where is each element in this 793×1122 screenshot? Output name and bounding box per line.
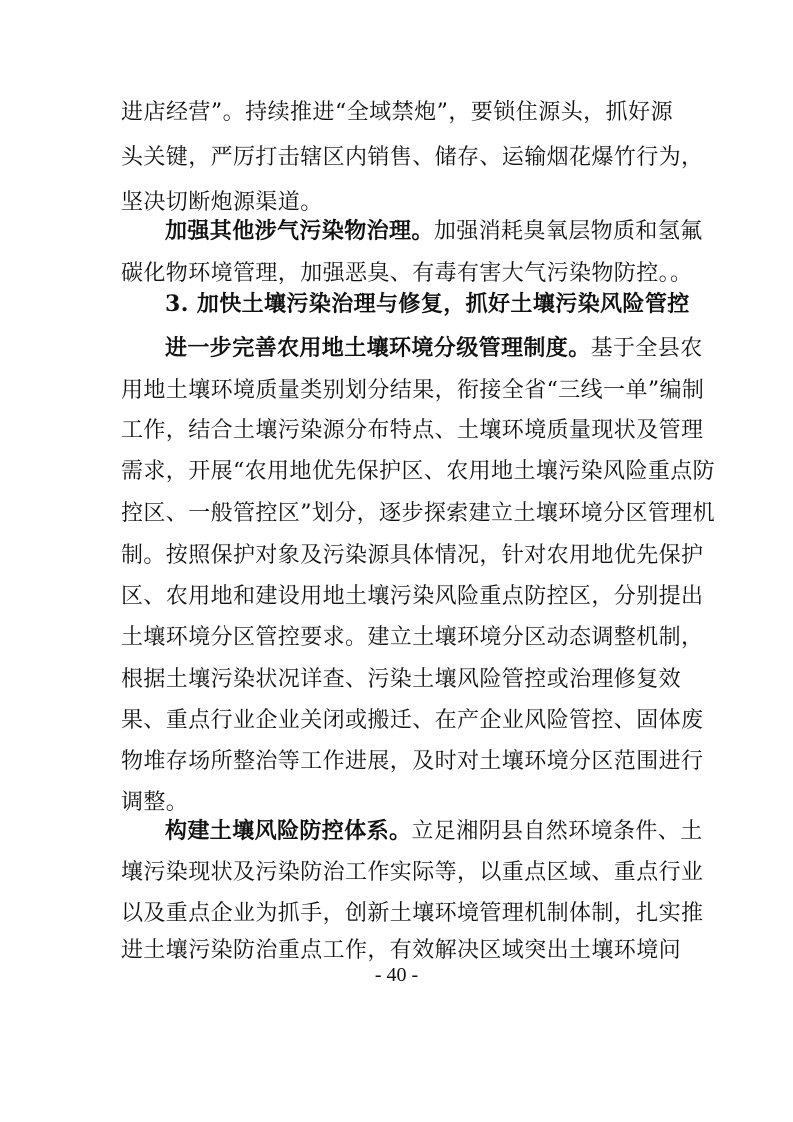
body-text-line <box>121 451 716 491</box>
line-text: 制。按照保护对象及污染源具体情况，针对农用地优先保护 <box>121 543 704 568</box>
paragraph-lead: 加强其他涉气污染物治理。 <box>165 218 434 244</box>
line-text: 以及重点企业为抓手，创新土壤环境管理机制体制，扎实推 <box>121 901 704 926</box>
body-text-line <box>165 328 703 368</box>
line-text: 基于全县农 <box>590 336 703 361</box>
line-text: 进店经营”。持续推进“全域禁炮”，要锁住源头，抓好源 <box>121 100 673 125</box>
line-text: 壤污染现状及污染防治工作实际等，以重点区域、重点行业 <box>121 860 704 885</box>
body-text-line <box>121 535 704 575</box>
section-heading <box>165 284 690 324</box>
body-text-line <box>121 617 704 657</box>
line-text: 需求，开展“农用地优先保护区、农用地土壤污染风险重点防 <box>121 459 716 484</box>
line-text: 坚决切断炮源渠道。 <box>121 190 323 215</box>
body-text-line <box>121 852 704 892</box>
page-number: - 40 - <box>374 964 419 986</box>
body-text-line <box>121 700 704 740</box>
line-text: 物堆存场所整治等工作进展，及时对土壤环境分区范围进行 <box>121 749 704 774</box>
line-text: 用地土壤环境质量类别划分结果，衔接全省“三线一单”编制 <box>121 378 705 403</box>
section-heading-text: 3. 加快土壤污染治理与修复，抓好土壤污染风险管控 <box>165 291 690 317</box>
body-text-line <box>121 493 716 533</box>
paragraph-lead: 构建土壤风险防控体系。 <box>165 818 412 844</box>
body-text-line <box>121 410 704 450</box>
line-text: 工作，结合土壤污染源分布特点、土壤环境质量现状及管理 <box>121 418 704 443</box>
body-text-line <box>165 211 703 251</box>
body-text-line <box>165 811 703 851</box>
body-text-line <box>121 893 704 933</box>
line-text: 立足湘阴县自然环境条件、土 <box>411 819 703 844</box>
line-text: 果、重点行业企业关闭或搬迁、在产企业风险管控、固体废 <box>121 708 704 733</box>
body-text-line <box>121 137 704 177</box>
line-text: 调整。 <box>121 790 189 815</box>
line-text: 进土壤污染防治重点工作，有效解决区域突出土壤环境问 <box>121 938 682 963</box>
body-text-line <box>121 92 673 132</box>
line-text: 加强消耗臭氧层物质和氢氟 <box>433 219 703 244</box>
line-text: 碳化物环境管理，加强恶臭、有毒有害大气污染物防控。。 <box>121 261 693 286</box>
paragraph-lead: 进一步完善农用地土壤环境分级管理制度。 <box>165 335 591 361</box>
body-text-line <box>121 741 704 781</box>
body-text-line <box>121 370 705 410</box>
line-text: 根据土壤污染状况详查、污染土壤风险管控或治理修复效 <box>121 667 682 692</box>
body-text-line <box>121 659 682 699</box>
line-text: 区、农用地和建设用地土壤污染风险重点防控区，分别提出 <box>121 584 704 609</box>
line-text: 头关键，严厉打击辖区内销售、储存、运输烟花爆竹行为， <box>121 145 704 170</box>
line-text: 土壤环境分区管控要求。建立土壤环境分区动态调整机制， <box>121 625 704 650</box>
line-text: 控区、一般管控区”划分，逐步探索建立土壤环境分区管理机 <box>121 501 716 526</box>
body-text-line <box>121 576 704 616</box>
